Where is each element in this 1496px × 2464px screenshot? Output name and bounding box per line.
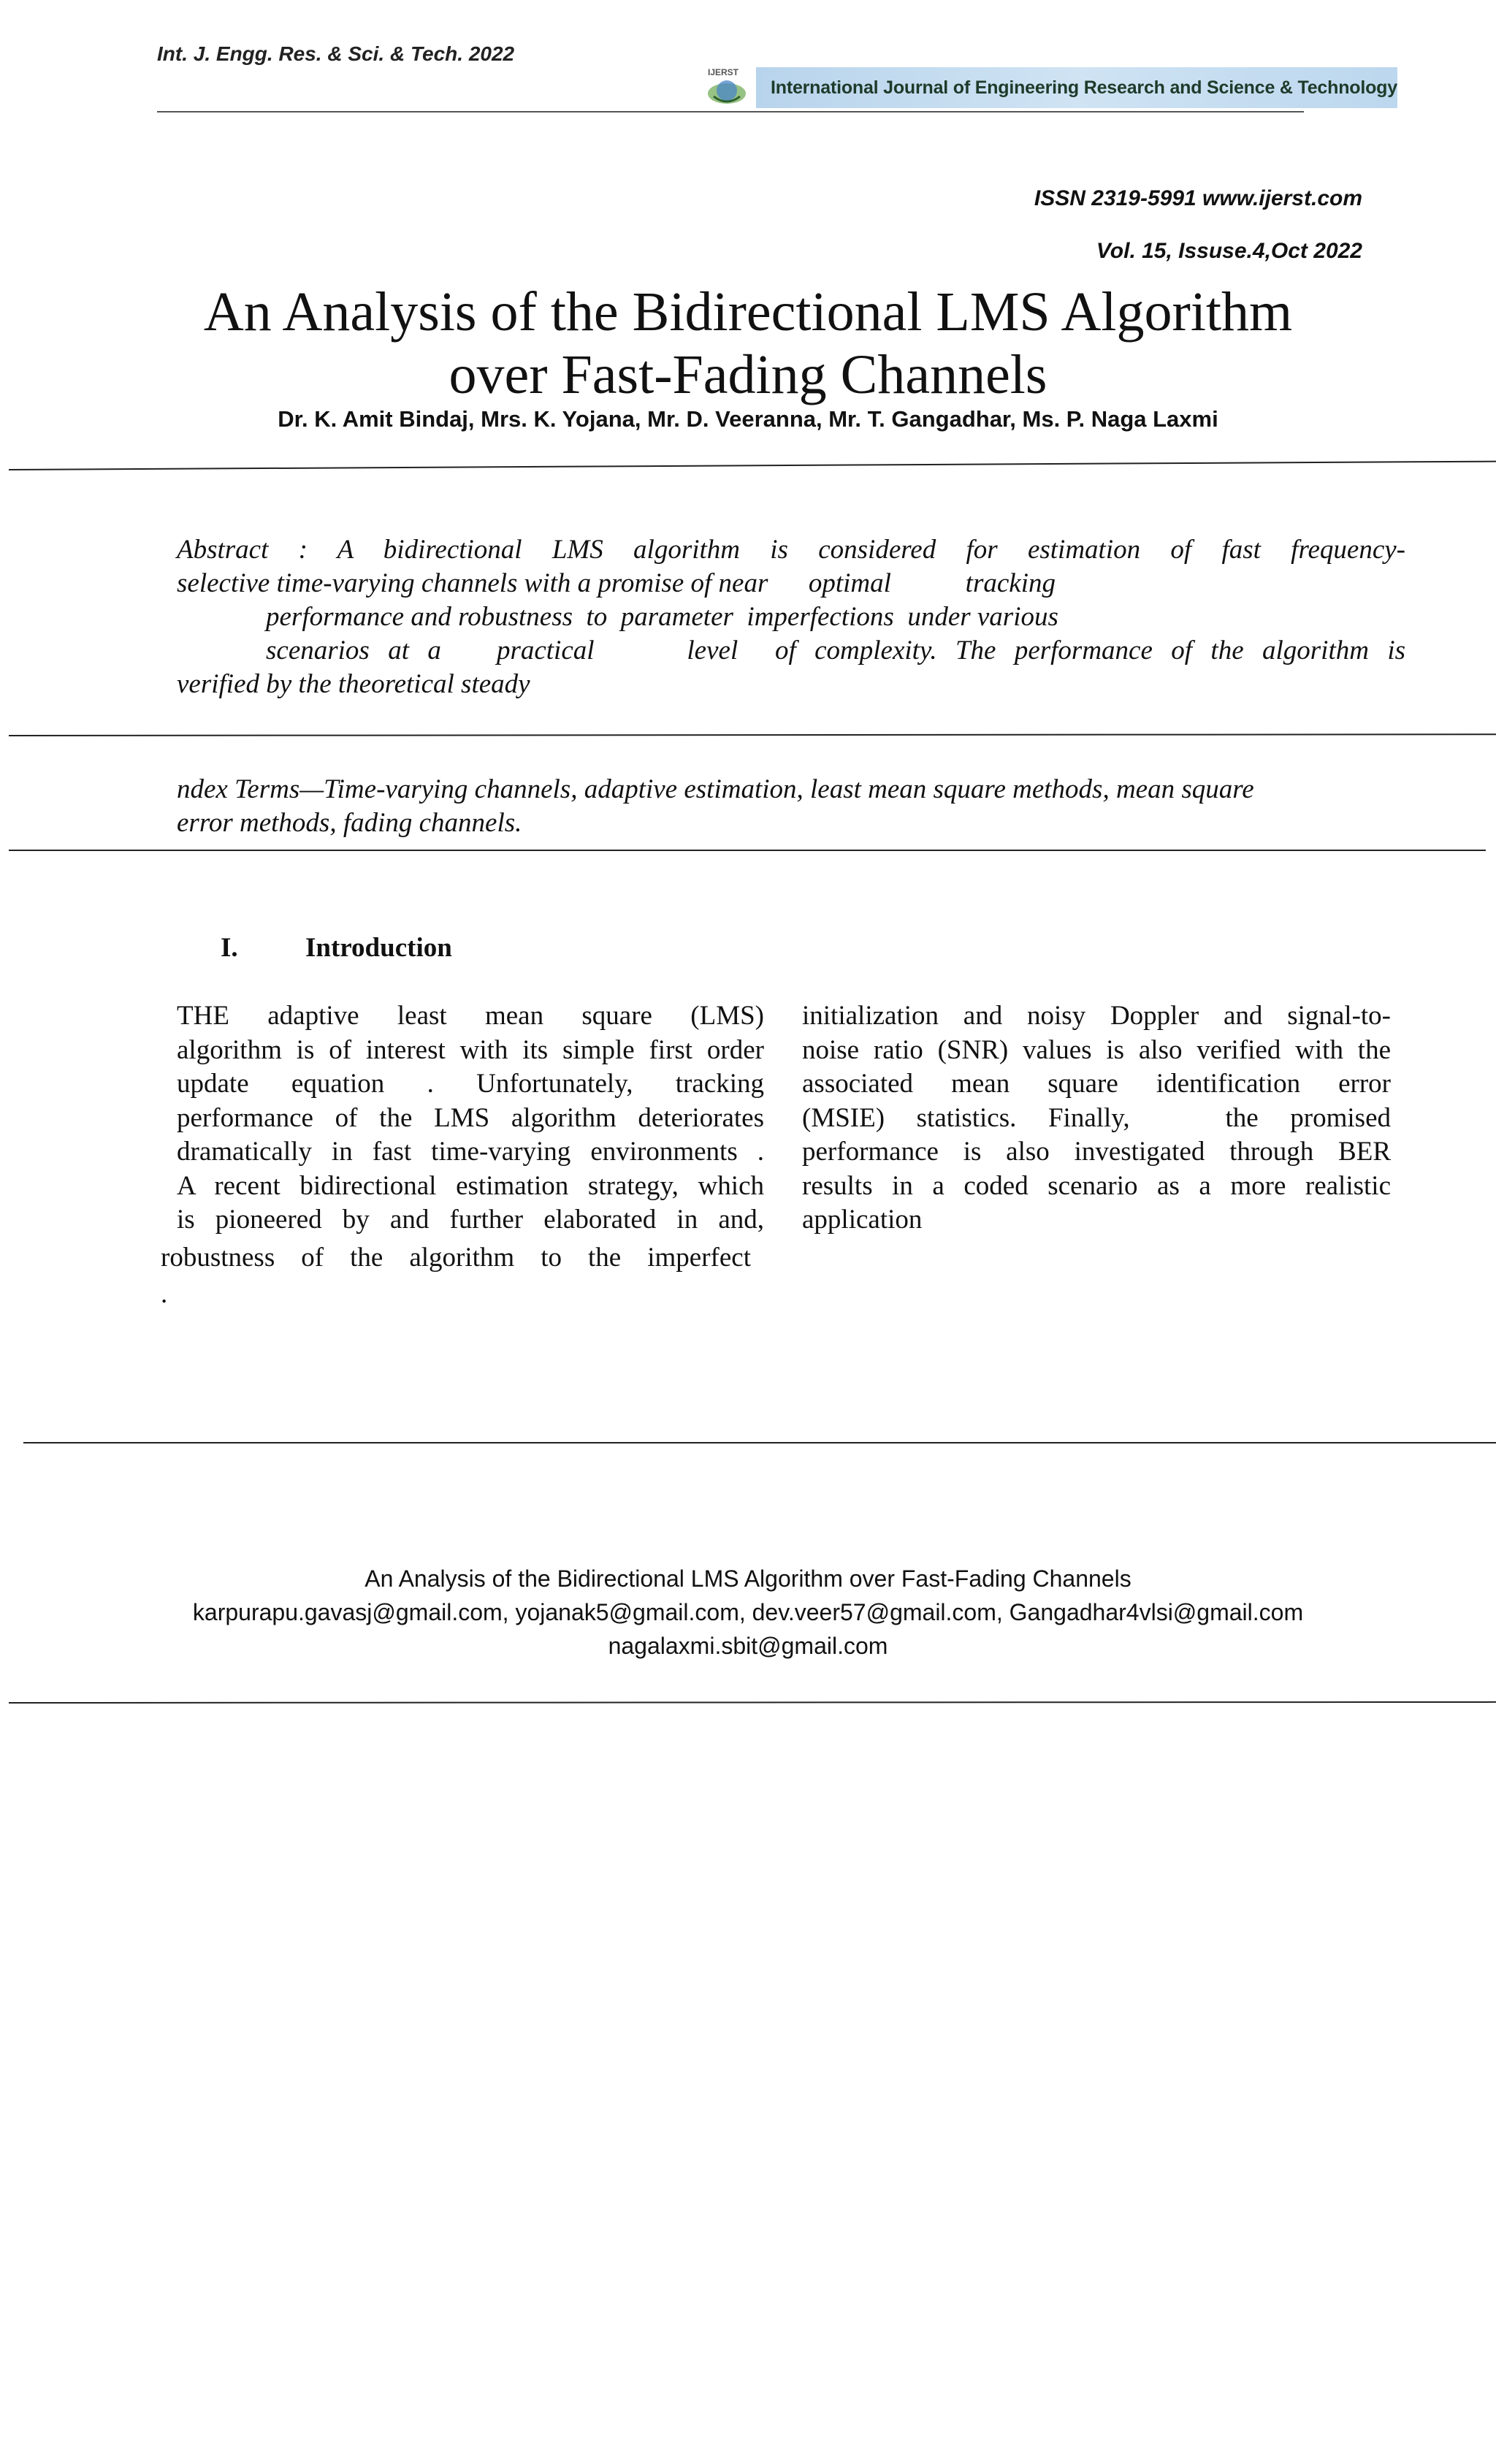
body-line: is pioneered by and further elaborated in and, — [177, 1205, 764, 1235]
body-line: associated mean square identification error — [802, 1069, 1391, 1099]
issn-block — [1034, 172, 1362, 278]
footer-emails: nagalaxmi.sbit@gmail.com — [608, 1633, 888, 1659]
body-line: algorithm is of interest with its simple first order — [177, 1034, 764, 1065]
divider-rule — [23, 1442, 1496, 1443]
divider-rule — [9, 733, 1496, 736]
divider-rule — [9, 850, 1486, 851]
index-terms — [177, 773, 1389, 840]
banner-title: International Journal of Engineering Research and Science & Technology — [756, 67, 1397, 108]
footer-emails: karpurapu.gavasj@gmail.com, yojanak5@gmail.com, dev.veer57@gmail.com, Gangadhar4vlsi@gmail.com — [192, 1599, 1304, 1625]
abstract — [177, 533, 1405, 701]
divider-rule — [9, 461, 1496, 470]
volume-line: Vol. 15, Issuse.4,Oct 2022 — [1096, 239, 1362, 263]
author-list: Dr. K. Amit Bindaj, Mrs. K. Yojana, Mr. D. Veeranna, Mr. T. Gangadhar, Ms. P. Naga Laxmi — [278, 406, 1218, 432]
divider-rule — [9, 1701, 1496, 1704]
intro-right-column — [802, 999, 1391, 1237]
journal-logo — [698, 64, 756, 111]
body-line: robustness of the algorithm to the imperfect — [161, 1242, 751, 1273]
issn-line: ISSN 2319-5991 www.ijerst.com — [1034, 186, 1362, 210]
body-line: THE adaptive least mean square (LMS) — [177, 1001, 764, 1031]
index-terms-line-1: ndex Terms—Time-varying channels, adaptive estimation, least mean square methods, mean square — [177, 774, 1254, 804]
title-line-2: over Fast-Fading Channels — [449, 344, 1047, 405]
intro-left-column — [161, 999, 764, 1312]
body-line: A recent bidirectional estimation strategy, which — [177, 1170, 764, 1201]
footer-block — [0, 1562, 1496, 1663]
body-line: performance is also investigated through BER — [802, 1137, 1391, 1167]
title-line-1: An Analysis of the Bidirectional LMS Algorithm — [203, 281, 1293, 343]
footer-title: An Analysis of the Bidirectional LMS Algorithm over Fast-Fading Channels — [365, 1565, 1131, 1592]
abstract-line: selective time-varying channels with a promise of near optimal tracking — [177, 568, 1056, 598]
body-line: application — [802, 1205, 923, 1235]
body-line: noise ratio (SNR) values is also verified with the — [802, 1034, 1391, 1065]
header-rule — [157, 111, 1304, 112]
abstract-line: verified by the theoretical steady — [177, 669, 530, 699]
body-line: . — [161, 1279, 168, 1309]
body-line: results in a coded scenario as a more realistic — [802, 1170, 1391, 1201]
paper-title — [0, 281, 1496, 406]
section-title: Introduction — [305, 933, 452, 963]
section-heading — [221, 932, 452, 964]
abstract-line: Abstract : A bidirectional LMS algorithm is considered for estimation of fast frequency- — [177, 535, 1405, 565]
body-line: initialization and noisy Doppler and signal-to- — [802, 1001, 1391, 1031]
body-line: update equation . Unfortunately, tracking — [177, 1069, 764, 1099]
section-number: I. — [221, 933, 238, 963]
index-terms-line-2: error methods, fading channels. — [177, 808, 522, 838]
body-line: performance of the LMS algorithm deteriorates — [177, 1102, 764, 1133]
journal-banner — [698, 64, 1397, 111]
journal-short-title: Int. J. Engg. Res. & Sci. & Tech. 2022 — [157, 42, 515, 65]
abstract-line: scenarios at a practical level of complexity. The performance of the algorithm is — [266, 636, 1405, 665]
body-line: (MSIE) statistics. Finally, the promised — [802, 1102, 1391, 1133]
logo-text: IJERST — [708, 67, 739, 77]
abstract-line: performance and robustness to parameter imperfections under various — [266, 602, 1058, 632]
body-line: dramatically in fast time-varying environments . — [177, 1137, 764, 1167]
